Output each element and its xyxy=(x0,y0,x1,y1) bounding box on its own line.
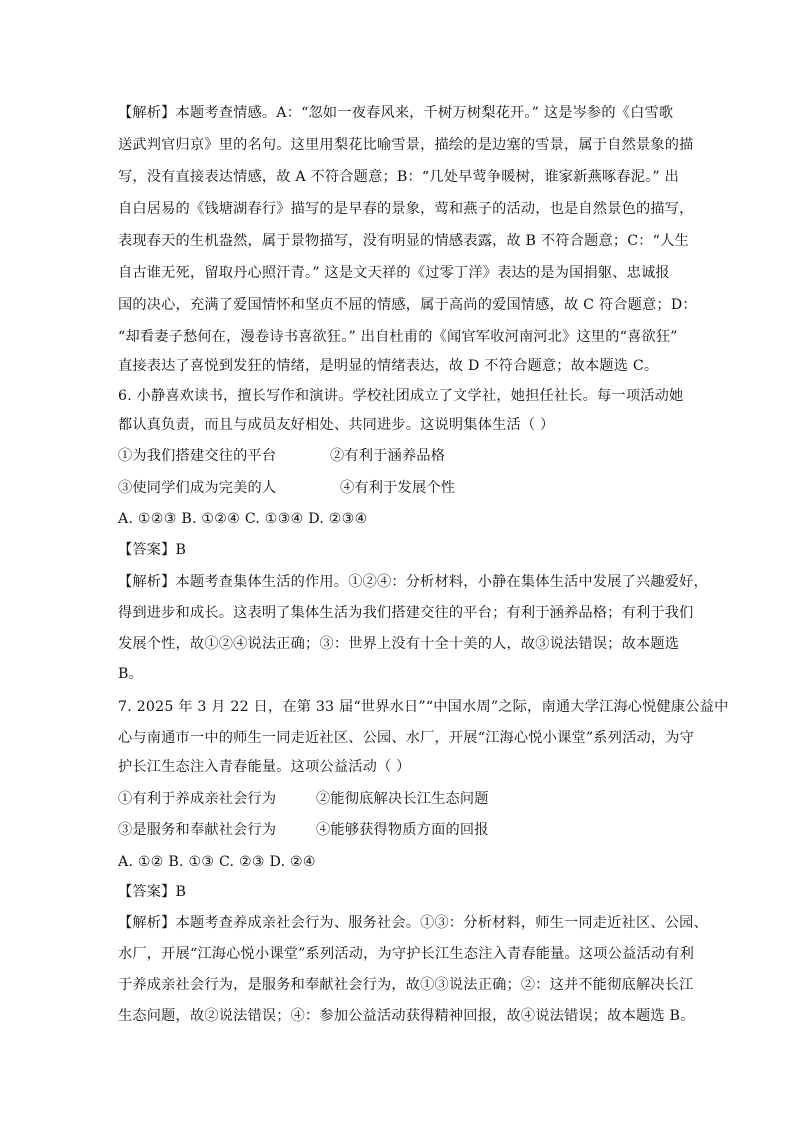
option-item: ④有利于发展个性 xyxy=(340,480,456,496)
analysis-line: 直接表达了喜悦到发狂的情绪，是明显的情绪表达，故 D 不符合题意；故本题选 C。 xyxy=(118,358,659,374)
analysis-line: 【解析】本题考查情感。A：“忽如一夜春风来，千树万树梨花开。” 这是岑参的《白雪歌 xyxy=(118,105,674,121)
answer-label: 【答案】B xyxy=(118,884,187,900)
analysis-line: 表现春天的生机盎然，属于景物描写，没有明显的情感表露，故 B 不符合题意；C：“人生 xyxy=(118,233,689,249)
answer-choices: A. ①② B. ①③ C. ②③ D. ②④ xyxy=(118,854,316,870)
option-item: ①有利于养成亲社会行为 xyxy=(118,791,277,807)
analysis-line: 发展个性，故①②④说法正确；③：世界上没有十全十美的人，故③说法错误；故本题选 xyxy=(118,636,680,652)
question-stem: 护长江生态注入青春能量。这项公益活动（ ） xyxy=(118,759,411,775)
analysis-line: 自白居易的《钱塘湖春行》描写的是早春的景象，莺和燕子的活动，也是自然景色的描写， xyxy=(118,201,694,217)
analysis-line: 送武判官归京》里的名句。这里用梨花比喻雪景，描绘的是边塞的雪景，属于自然景象的描 xyxy=(118,137,694,153)
option-item: ③是服务和奉献社会行为 xyxy=(118,822,277,838)
option-item: ③使同学们成为完美的人 xyxy=(118,480,277,496)
question-stem: 7. 2025 年 3 月 22 日，在第 33 届“世界水日”“中国水周”之际，南通大学江海心悦健康公益中 xyxy=(118,699,729,715)
analysis-line: 自古谁无死，留取丹心照汗青。” 这是文天祥的《过零丁洋》表达的是为国捐躯、忠诚报 xyxy=(118,265,670,281)
question-stem: 6. 小静喜欢读书，擅长写作和演讲。学校社团成立了文学社，她担任社长。每一项活动她 xyxy=(118,388,684,404)
analysis-line: 生态问题，故②说法错误；④：参加公益活动获得精神回报，故④说法错误；故本题选 B。 xyxy=(118,1008,695,1024)
option-item: ②能彻底解决长江生态问题 xyxy=(316,791,489,807)
analysis-line: 水厂，开展“江海心悦小课堂”系列活动，为守护长江生态注入青春能量。这项公益活动有利 xyxy=(118,946,695,962)
analysis-line: 得到进步和成长。这表明了集体生活为我们搭建交往的平台；有利于涵养品格；有利于我们 xyxy=(118,605,694,621)
analysis-line: B。 xyxy=(118,666,144,682)
analysis-line: 【解析】本题考查集体生活的作用。①②④：分析材料，小静在集体生活中发展了兴趣爱好， xyxy=(118,574,708,590)
option-item: ②有利于涵养品格 xyxy=(330,448,446,464)
analysis-line: 【解析】本题考查养成亲社会行为、服务社会。①③：分析材料，师生一同走近社区、公园、 xyxy=(118,915,708,931)
analysis-line: 写，没有直接表达情感，故 A 不符合题意；B：“几处早莺争暖树，谁家新燕啄春泥。” 出 xyxy=(118,169,679,185)
answer-choices: A. ①②③ B. ①②④ C. ①③④ D. ②③④ xyxy=(118,511,368,527)
question-stem: 都认真负责，而且与成员友好相处、共同进步。这说明集体生活（ ） xyxy=(118,417,555,433)
option-item: ④能够获得物质方面的回报 xyxy=(316,822,489,838)
answer-label: 【答案】B xyxy=(118,542,187,558)
option-item: ①为我们搭建交往的平台 xyxy=(118,448,277,464)
question-stem: 心与南通市一中的师生一同走近社区、公园、水厂，开展“江海心悦小课堂”系列活动，为守 xyxy=(118,730,695,746)
analysis-line: “却看妻子愁何在，漫卷诗书喜欲狂。” 出自杜甫的《闻官军收河南河北》这里的“喜欲狂” xyxy=(118,329,678,345)
analysis-line: 于养成亲社会行为，是服务和奉献社会行为，故①③说法正确；②：这并不能彻底解决长江 xyxy=(118,977,694,993)
analysis-line: 国的决心，充满了爱国情怀和坚贞不屈的情感，属于高尚的爱国情感，故 C 符合题意；D： xyxy=(118,297,697,313)
